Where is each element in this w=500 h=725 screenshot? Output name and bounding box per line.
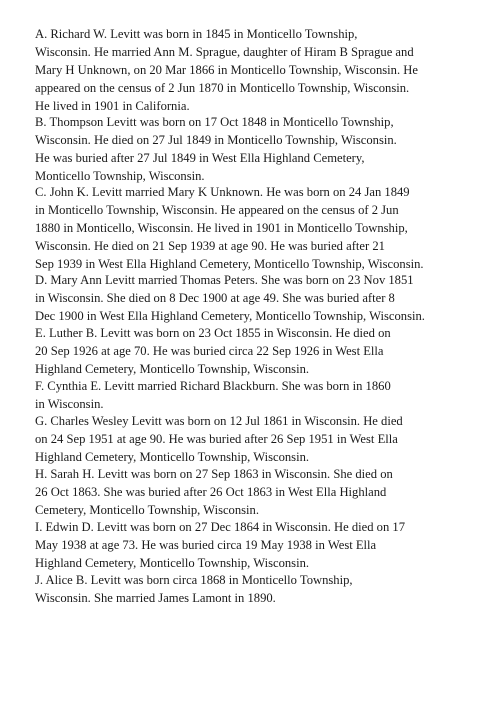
entry-line: appeared on the census of 2 Jun 1870 in Monticello Township, Wisconsin. xyxy=(35,81,410,95)
entry-line: Sep 1939 in West Ella Highland Cemetery, Monticello Township, Wisconsin. xyxy=(35,257,424,271)
entry-d xyxy=(35,271,425,325)
entry-line: in Wisconsin. xyxy=(35,397,104,411)
entry-e xyxy=(35,324,391,378)
entry-b xyxy=(35,113,397,185)
entry-line: Wisconsin. She married James Lamont in 1890. xyxy=(35,591,276,605)
entry-f xyxy=(35,377,391,413)
entry-line: May 1938 at age 73. He was buried circa 19 May 1938 in West Ella xyxy=(35,538,377,552)
entry-line: He lived in 1901 in California. xyxy=(35,99,190,113)
entry-line: Dec 1900 in West Ella Highland Cemetery, Monticello Township, Wisconsin. xyxy=(35,309,425,323)
entry-line: Wisconsin. He married Ann M. Sprague, daughter of Hiram B Sprague and xyxy=(35,45,414,59)
entry-line: He was buried after 27 Jul 1849 in West Ella Highland Cemetery, xyxy=(35,151,365,165)
entry-a xyxy=(35,25,418,115)
entry-line: D. Mary Ann Levitt married Thomas Peters. She was born on 23 Nov 1851 xyxy=(35,273,414,287)
entry-line: in Monticello Township, Wisconsin. He appeared on the census of 2 Jun xyxy=(35,203,399,217)
entry-line: A. Richard W. Levitt was born in 1845 in Monticello Township, xyxy=(35,27,358,41)
entry-line: B. Thompson Levitt was born on 17 Oct 1848 in Monticello Township, xyxy=(35,115,394,129)
entry-h xyxy=(35,465,393,519)
entry-line: I. Edwin D. Levitt was born on 27 Dec 1864 in Wisconsin. He died on 17 xyxy=(35,520,406,534)
entry-line: G. Charles Wesley Levitt was born on 12 Jul 1861 in Wisconsin. He died xyxy=(35,414,403,428)
entry-line: Highland Cemetery, Monticello Township, Wisconsin. xyxy=(35,556,310,570)
entry-c xyxy=(35,183,424,273)
entry-line: Wisconsin. He died on 21 Sep 1939 at age 90. He was buried after 21 xyxy=(35,239,385,253)
entry-line: Monticello Township, Wisconsin. xyxy=(35,169,205,183)
entry-line: Highland Cemetery, Monticello Township, Wisconsin. xyxy=(35,362,310,376)
entry-line: 26 Oct 1863. She was buried after 26 Oct 1863 in West Ella Highland xyxy=(35,485,387,499)
entry-line: J. Alice B. Levitt was born circa 1868 in Monticello Township, xyxy=(35,573,353,587)
entry-line: Wisconsin. He died on 27 Jul 1849 in Monticello Township, Wisconsin. xyxy=(35,133,397,147)
entry-i xyxy=(35,518,405,572)
entry-j xyxy=(35,571,353,607)
entry-line: Mary H Unknown, on 20 Mar 1866 in Monticello Township, Wisconsin. He xyxy=(35,63,418,77)
entry-line: E. Luther B. Levitt was born on 23 Oct 1855 in Wisconsin. He died on xyxy=(35,326,391,340)
entry-line: H. Sarah H. Levitt was born on 27 Sep 1863 in Wisconsin. She died on xyxy=(35,467,393,481)
entry-line: Highland Cemetery, Monticello Township, Wisconsin. xyxy=(35,450,310,464)
entry-line: C. John K. Levitt married Mary K Unknown. He was born on 24 Jan 1849 xyxy=(35,185,410,199)
entry-line: in Wisconsin. She died on 8 Dec 1900 at age 49. She was buried after 8 xyxy=(35,291,395,305)
entry-line: 20 Sep 1926 at age 70. He was buried circa 22 Sep 1926 in West Ella xyxy=(35,344,384,358)
entry-line: on 24 Sep 1951 at age 90. He was buried after 26 Sep 1951 in West Ella xyxy=(35,432,398,446)
entry-g xyxy=(35,412,403,466)
entry-line: Cemetery, Monticello Township, Wisconsin. xyxy=(35,503,259,517)
entry-line: F. Cynthia E. Levitt married Richard Blackburn. She was born in 1860 xyxy=(35,379,391,393)
entry-line: 1880 in Monticello, Wisconsin. He lived in 1901 in Monticello Township, xyxy=(35,221,408,235)
